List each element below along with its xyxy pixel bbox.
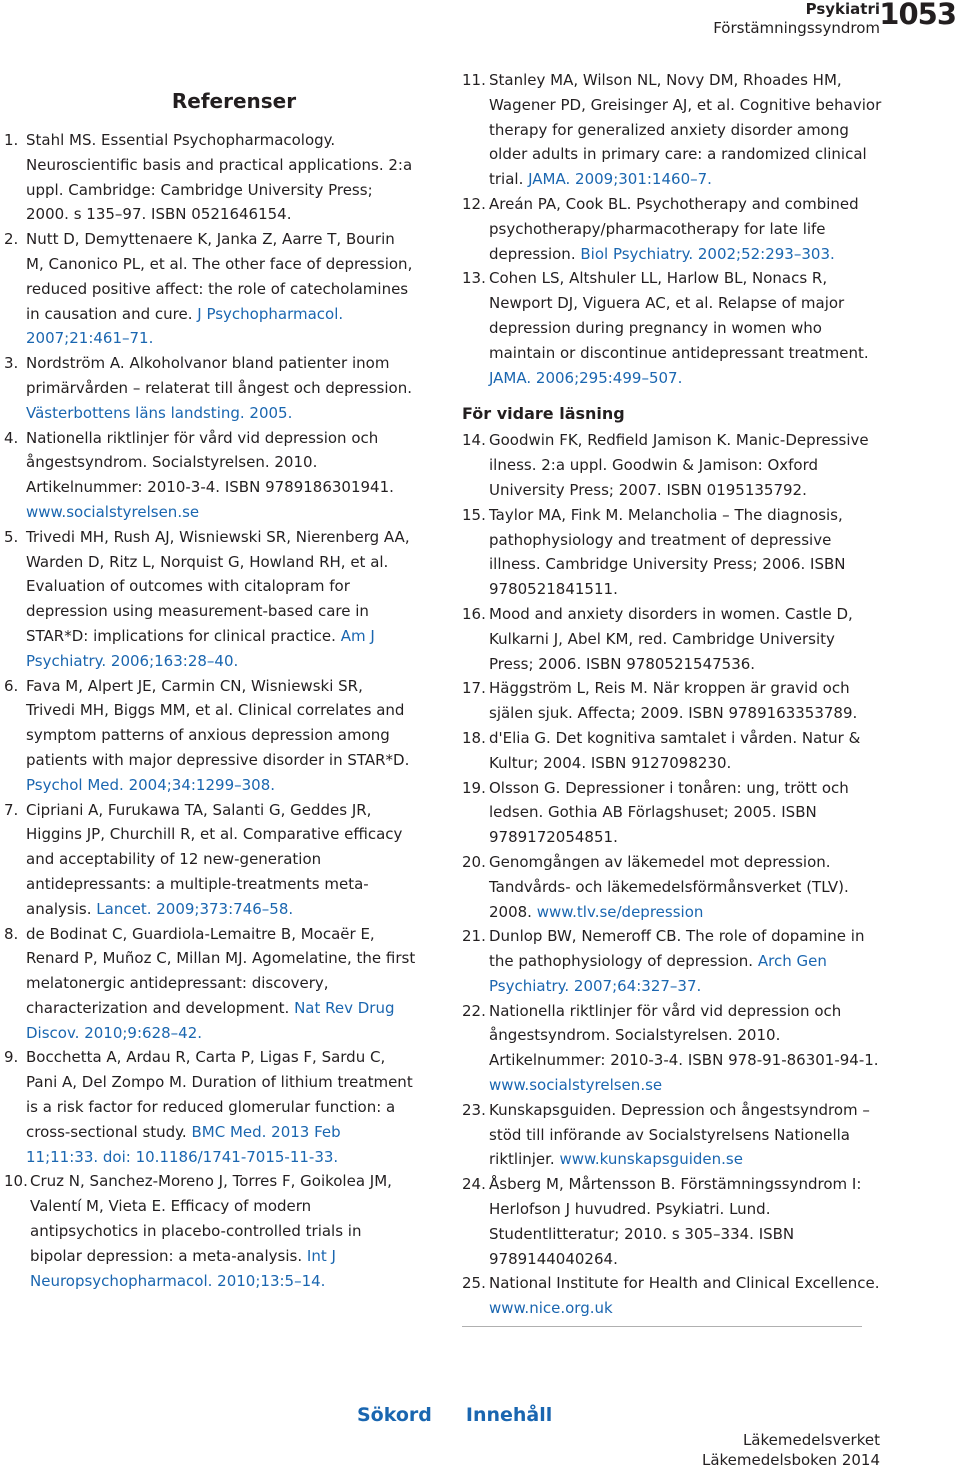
reference-number: 16.: [462, 604, 486, 623]
left-column: [4, 88, 416, 1293]
reference-list-right: [462, 68, 882, 390]
reference-number: 8.: [4, 924, 19, 943]
reference-number: 10.: [4, 1172, 28, 1191]
reference-item: [462, 1271, 882, 1321]
reference-item: [462, 924, 882, 998]
reference-number: 18.: [462, 728, 486, 747]
reference-number: 23.: [462, 1100, 486, 1119]
reference-link[interactable]: www.tlv.se/depression: [536, 902, 704, 921]
reference-number: 25.: [462, 1274, 486, 1293]
reference-number: 21.: [462, 927, 486, 946]
reference-item: [462, 850, 882, 924]
reference-number: 20.: [462, 852, 486, 871]
reference-item: [4, 128, 416, 227]
reference-number: 12.: [462, 194, 486, 213]
reference-item: [4, 922, 416, 1046]
reference-text: Goodwin FK, Redfield Jamison K. Manic-Depressive ilness. 2:a uppl. Goodwin & Jamison: Oxford University Press; 2007. ISBN 0195135792.: [489, 431, 869, 499]
reference-number: 9.: [4, 1048, 19, 1067]
reference-item: [462, 68, 882, 192]
reference-link[interactable]: BMC Med. 2013 Feb 11;11:33. doi: 10.1186/1741-7015-11-33.: [26, 1122, 341, 1166]
reference-item: [462, 602, 882, 676]
reference-number: 24.: [462, 1175, 486, 1194]
reference-item: [462, 428, 882, 502]
reference-number: 6.: [4, 676, 19, 695]
reference-list-left: [4, 128, 416, 1293]
reference-link[interactable]: www.nice.org.uk: [489, 1299, 613, 1318]
reference-item: [4, 525, 416, 674]
reference-link[interactable]: Psychol Med. 2004;34:1299–308.: [26, 775, 276, 794]
reference-item: [4, 426, 416, 525]
reference-number: 22.: [462, 1001, 486, 1020]
reference-text: Nutt D, Demyttenaere K, Janka Z, Aarre T, Bourin M, Canonico PL, et al. The other face of depression, reduced positive affect: the role of catecholamines in causation and cure.: [26, 230, 413, 323]
reference-link[interactable]: www.kunskapsguiden.se: [559, 1150, 743, 1169]
book-title: Läkemedelsboken 2014: [701, 1451, 880, 1469]
reference-link[interactable]: Västerbottens läns landsting. 2005.: [26, 403, 293, 422]
references-title: Referenser: [171, 89, 297, 113]
reference-link[interactable]: Nat Rev Drug Discov. 2010;9:628–42.: [26, 998, 395, 1042]
reference-number: 7.: [4, 800, 19, 819]
reference-item: [4, 1045, 416, 1169]
reference-item: [462, 503, 882, 602]
reference-text: Cruz N, Sanchez-Moreno J, Torres F, Goikolea JM, Valentí M, Vieta E. Efficacy of modern antipsychotics in placebo-controlled trials in bipolar depression: a meta-analysis.: [30, 1172, 392, 1265]
reference-link[interactable]: Biol Psychiatry. 2002;52:293–303.: [580, 244, 835, 263]
reference-number: 15.: [462, 505, 486, 524]
reference-text: d'Elia G. Det kognitiva samtalet i vården. Natur & Kultur; 2004. ISBN 9127098230.: [489, 728, 861, 772]
reference-text: de Bodinat C, Guardiola-Lemaitre B, Mocaër E, Renard P, Muñoz C, Millan MJ. Agomelatine, the first melatonergic antidepressant: discovery, characterization and development.: [26, 924, 416, 1017]
footer-publisher: [702, 1430, 880, 1470]
reference-number: 11.: [462, 71, 486, 89]
reference-item: [462, 776, 882, 850]
reference-text: Trivedi MH, Rush AJ, Wisniewski SR, Nierenberg AA, Warden D, Ritz L, Norquist G, Howland RH, et al. Evaluation of outcomes with citalopram for depression using measurement-based care in STAR*D: implications for clinical practice.: [26, 527, 410, 645]
reference-text: Stanley MA, Wilson NL, Novy DM, Rhoades HM, Wagener PD, Greisinger AJ, et al. Cognitive behavior therapy for generalized anxiety disorder among older adults in primary care: a randomized clinical trial.: [489, 71, 882, 189]
reference-text: Taylor MA, Fink M. Melancholia – The diagnosis, pathophysiology and treatment of depressive illness. Cambridge University Press; 2006. ISBN 9780521841511.: [489, 505, 846, 599]
right-column: [462, 68, 882, 1321]
header-section: Psykiatri: [805, 0, 880, 18]
reference-number: 13.: [462, 269, 486, 288]
reference-item: [462, 1172, 882, 1271]
further-reading-title: För vidare läsning: [462, 404, 625, 424]
reference-text: Nationella riktlinjer för vård vid depression och ångestsyndrom. Socialstyrelsen. 2010. Artikelnummer: 2010-3-4. ISBN 9789186301941.: [26, 428, 394, 497]
footer-nav: [357, 1404, 586, 1426]
reference-text: National Institute for Health and Clinical Excellence.: [489, 1274, 880, 1293]
reference-number: 4.: [4, 428, 19, 447]
reference-link[interactable]: www.socialstyrelsen.se: [489, 1076, 663, 1095]
publisher-name: Läkemedelsverket: [742, 1431, 880, 1449]
reference-text: Bocchetta A, Ardau R, Carta P, Ligas F, Sardu C, Pani A, Del Zompo M. Duration of lithium treatment is a risk factor for reduced glomerular function: a cross-sectional study.: [26, 1048, 413, 1141]
reference-text: Cipriani A, Furukawa TA, Salanti G, Geddes JR, Higgins JP, Churchill R, et al. Comparative efficacy and acceptability of 12 new-generation antidepressants: a multiple-treatments meta-analysis.: [26, 800, 403, 918]
search-index-link[interactable]: Sökord: [357, 1404, 432, 1426]
reference-item: [462, 676, 882, 726]
reference-item: [4, 798, 416, 922]
reference-link[interactable]: www.socialstyrelsen.se: [26, 502, 200, 521]
reference-link[interactable]: JAMA. 2009;301:1460–7.: [528, 170, 712, 189]
further-reading-list: [462, 428, 882, 1321]
reference-text: Areán PA, Cook BL. Psychotherapy and combined psychotherapy/pharmacotherapy for late life depression.: [489, 194, 859, 263]
reference-link[interactable]: Lancet. 2009;373:746–58.: [96, 899, 294, 918]
reference-item: [462, 192, 882, 266]
reference-text: Dunlop BW, Nemeroff CB. The role of dopamine in the pathophysiology of depression.: [489, 927, 865, 971]
reference-item: [462, 726, 882, 776]
reference-link[interactable]: Am J Psychiatry. 2006;163:28–40.: [26, 626, 375, 670]
reference-text: Häggström L, Reis M. När kroppen är gravid och själen sjuk. Affecta; 2009. ISBN 9789163353789.: [489, 679, 858, 723]
reference-item: [4, 1169, 416, 1293]
reference-text: Mood and anxiety disorders in women. Castle D, Kulkarni J, Abel KM, red. Cambridge University Press; 2006. ISBN 9780521547536.: [489, 604, 853, 673]
reference-text: Cohen LS, Altshuler LL, Harlow BL, Nonacs R, Newport DJ, Viguera AC, et al. Relapse of major depression during pregnancy in women who maintain or discontinue antidepressant treatment.: [489, 269, 869, 362]
reference-text: Stahl MS. Essential Psychopharmacology. Neuroscientific basis and practical applications. 2:a uppl. Cambridge: Cambridge University Press; 2000. s 135–97. ISBN 0521646154.: [26, 131, 413, 224]
reference-link[interactable]: J Psychopharmacol. 2007;21:461–71.: [26, 304, 344, 348]
reference-number: 3.: [4, 354, 19, 373]
reference-number: 1.: [4, 131, 19, 149]
reference-text: Kunskapsguiden. Depression och ångestsyndrom – stöd till införande av Socialstyrelsens Nationella riktlinjer.: [489, 1100, 870, 1169]
reference-link[interactable]: JAMA. 2006;295:499–507.: [489, 368, 683, 387]
contents-link[interactable]: Innehåll: [465, 1404, 553, 1426]
reference-link[interactable]: Int J Neuropsychopharmacol. 2010;13:5–14.: [30, 1246, 336, 1290]
reference-item: [462, 1098, 882, 1172]
reference-item: [462, 999, 882, 1098]
reference-text: Nationella riktlinjer för vård vid depression och ångestsyndrom. Socialstyrelsen. 2010. Artikelnummer: 2010-3-4. ISBN 978-91-86301-94-1.: [489, 1001, 879, 1070]
header-subsection: Förstämningssyndrom: [713, 19, 880, 37]
reference-item: [462, 266, 882, 390]
reference-text: Nordström A. Alkoholvanor bland patienter inom primärvården – relaterat till ångest och depression.: [26, 354, 412, 397]
reference-item: [4, 351, 416, 425]
reference-text: Olsson G. Depressioner i tonåren: ung, trött och ledsen. Gothia AB Förlagshuset; 2005. ISBN 9789172054851.: [489, 778, 849, 847]
reference-number: 17.: [462, 679, 486, 698]
reference-number: 19.: [462, 778, 486, 797]
reference-text: Åsberg M, Mårtensson B. Förstämningssyndrom I: Herlofson J huvudred. Psykiatri. Lund. Studentlitteratur; 2010. s 305–334. ISBN 9789144040264.: [489, 1175, 862, 1268]
reference-item: [4, 674, 416, 798]
reference-text: Fava M, Alpert JE, Carmin CN, Wisniewski SR, Trivedi MH, Biggs MM, et al. Clinical correlates and symptom patterns of anxious depression among patients with major depressive disorder in STAR*D.: [26, 676, 410, 769]
reference-link[interactable]: Arch Gen Psychiatry. 2007;64:327–37.: [489, 952, 827, 995]
divider: [462, 1326, 862, 1327]
reference-number: 14.: [462, 431, 486, 450]
page-header: [0, 0, 960, 46]
reference-number: 2.: [4, 230, 19, 249]
reference-number: 5.: [4, 527, 19, 546]
page-number: 1053: [879, 0, 956, 31]
reference-item: [4, 227, 416, 351]
reference-text: Genomgången av läkemedel mot depression. Tandvårds- och läkemedelsförmånsverket (TLV). 2008.: [489, 852, 849, 921]
